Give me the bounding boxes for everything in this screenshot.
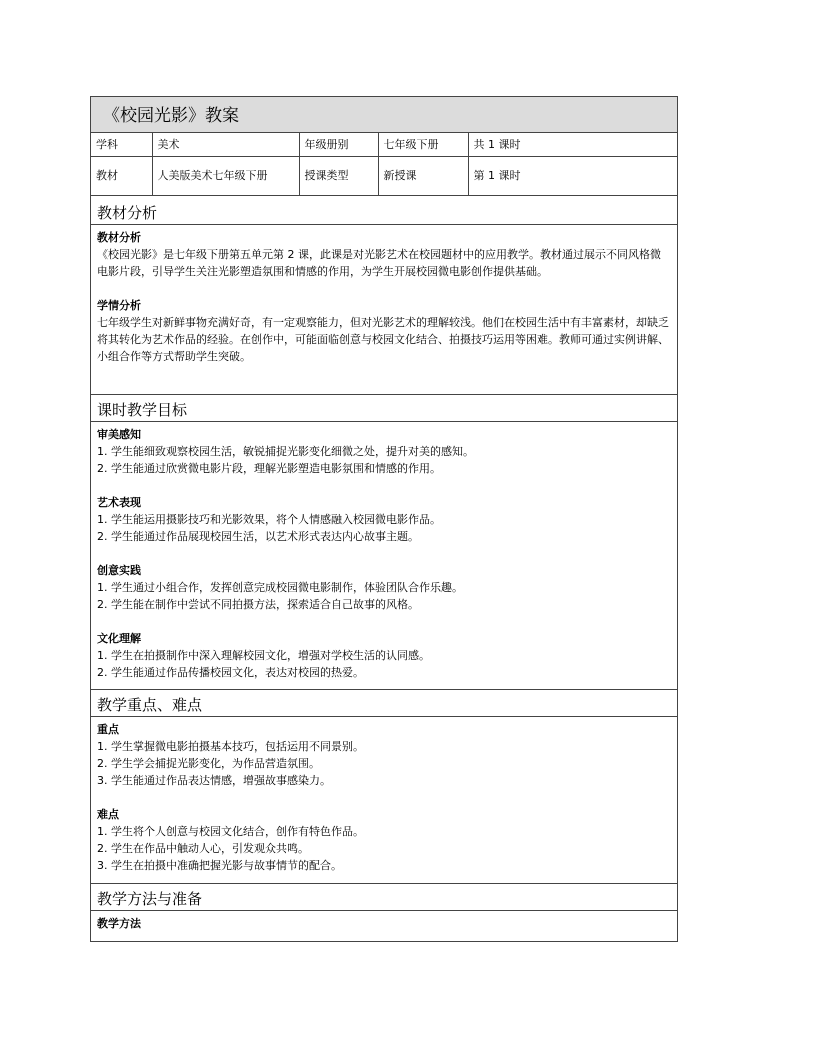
list-item: 1. 学生能细致观察校园生活，敏锐捕捉光影变化细微之处，提升对美的感知。 (97, 444, 474, 458)
section-body-methods (91, 911, 677, 932)
section-title-methods: 教学方法与准备 (91, 884, 677, 911)
course-info-table (91, 133, 677, 196)
subheading-creative: 创意实践 (97, 563, 141, 577)
section-body-objectives (91, 422, 677, 690)
student-analysis-text: 七年级学生对新鲜事物充满好奇，有一定观察能力，但对光影艺术的理解较浅。他们在校园生活中有丰富素材，却缺乏将其转化为艺术作品的经验。在创作中，可能面临创意与校园文化结合、拍摄技巧运用等困难。教师可通过实例讲解、小组合作等方式帮助学生突破。 (97, 315, 669, 363)
info-row-textbook (91, 156, 677, 195)
info-cell: 授课类型 (299, 156, 378, 195)
subheading-difficulty: 难点 (97, 807, 119, 821)
list-item: 2. 学生能通过作品展现校园生活，以艺术形式表达内心故事主题。 (97, 529, 419, 543)
list-item: 2. 学生能通过欣赏微电影片段，理解光影塑造电影氛围和情感的作用。 (97, 461, 441, 475)
section-title-objectives: 课时教学目标 (91, 395, 677, 422)
subheading-material: 教材分析 (97, 230, 141, 244)
section-body-analysis (91, 225, 677, 395)
list-item: 1. 学生能运用摄影技巧和光影效果，将个人情感融入校园微电影作品。 (97, 512, 441, 526)
list-item: 3. 学生在拍摄中准确把握光影与故事情节的配合。 (97, 858, 342, 872)
objective-group (97, 494, 671, 545)
info-cell: 学科 (91, 133, 152, 156)
keypoint-group (97, 721, 671, 789)
list-item: 2. 学生能通过作品传播校园文化，表达对校园的热爱。 (97, 665, 364, 679)
subheading-focus: 重点 (97, 722, 119, 736)
info-cell: 年级册别 (299, 133, 378, 156)
list-item: 2. 学生在作品中触动人心，引发观众共鸣。 (97, 841, 309, 855)
info-cell: 新授课 (378, 156, 468, 195)
subheading-culture: 文化理解 (97, 631, 141, 645)
section-body-keypoints (91, 717, 677, 884)
list-item: 1. 学生掌握微电影拍摄基本技巧，包括运用不同景别。 (97, 739, 364, 753)
section-title-analysis: 教材分析 (91, 198, 677, 225)
subheading-aesthetic: 审美感知 (97, 427, 141, 441)
material-analysis-text: 《校园光影》是七年级下册第五单元第 2 课，此课是对光影艺术在校园题材中的应用教学。教材通过展示不同风格微电影片段，引导学生关注光影塑造氛围和情感的作用，为学生开展校园微电影创作提供基础。 (97, 247, 661, 278)
info-cell: 教材 (91, 156, 152, 195)
list-item: 1. 学生在拍摄制作中深入理解校园文化，增强对学校生活的认同感。 (97, 648, 430, 662)
list-item: 3. 学生能通过作品表达情感，增强故事感染力。 (97, 773, 331, 787)
objective-group (97, 562, 671, 613)
info-cell: 美术 (152, 133, 299, 156)
section-title-keypoints: 教学重点、难点 (91, 690, 677, 717)
subheading-teaching-methods: 教学方法 (97, 916, 141, 930)
info-cell: 人美版美术七年级下册 (152, 156, 299, 195)
info-row-subject (91, 133, 677, 156)
document-title: 《校园光影》教案 (91, 97, 677, 133)
info-cell: 七年级下册 (378, 133, 468, 156)
objective-group (97, 630, 671, 681)
keypoint-group (97, 806, 671, 874)
list-item: 1. 学生将个人创意与校园文化结合，创作有特色作品。 (97, 824, 364, 838)
list-item: 2. 学生能在制作中尝试不同拍摄方法，探索适合自己故事的风格。 (97, 597, 419, 611)
objective-group (97, 426, 671, 477)
list-item: 2. 学生学会捕捉光影变化，为作品营造氛围。 (97, 756, 320, 770)
subheading-student: 学情分析 (97, 298, 141, 312)
info-cell: 共 1 课时 (468, 133, 677, 156)
lesson-plan-document (90, 96, 678, 942)
list-item: 1. 学生通过小组合作，发挥创意完成校园微电影制作，体验团队合作乐趣。 (97, 580, 463, 594)
subheading-expression: 艺术表现 (97, 495, 141, 509)
info-cell: 第 1 课时 (468, 156, 677, 195)
